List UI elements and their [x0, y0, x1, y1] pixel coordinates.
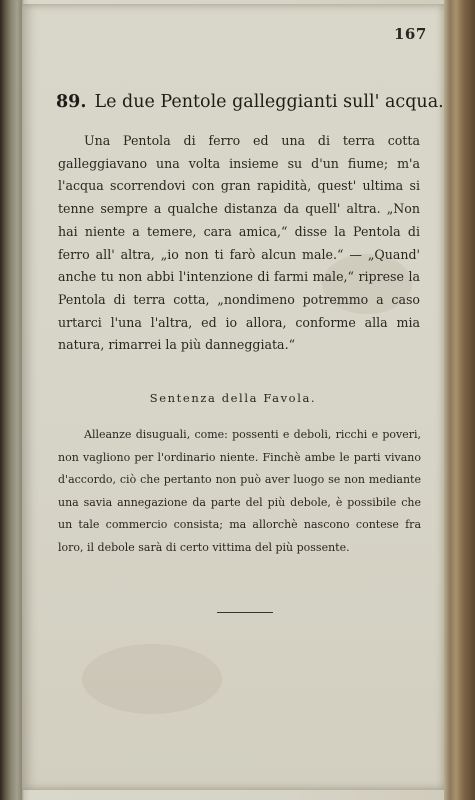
fable-title-text: Le due Pentole galleggianti sull' acqua. — [94, 92, 444, 112]
book-spine-edge — [0, 0, 22, 800]
book-page — [22, 4, 444, 790]
moral-heading: Sentenza della Favola. — [149, 391, 317, 405]
moral-body-paragraph: Alleanze disuguali, come: possenti e deboli, ricchi e poveri, non vagliono per l'ordinario niente. Finchè ambe le parti vivano d'accordo, ciò che pertanto non può aver luogo se non mediante una savia annegazione da parte del più debole, è possibile che un tale commercio consista; ma allorchè nascono contese fra loro, il debole sarà di certo vittima del più possente. — [58, 428, 421, 554]
fable-number: 89. — [56, 92, 87, 112]
fable-title — [56, 92, 444, 112]
page-stack-edge — [444, 0, 475, 800]
end-divider-rule — [217, 612, 273, 613]
fable-body-paragraph: Una Pentola di ferro ed una di terra cotta galleggiavano una volta insieme su d'un fiume; m'a l'acqua scorrendovi con gran rapidità, quest' ultima si tenne sempre a qualche distanza da quell' altra. „Non hai niente a temere, cara amica,“ disse la Pentola di ferro all' altra, „io non ti farò alcun male.“ — „Quand' anche tu non abbi l'intenzione di farmi male,“ riprese la Pentola di terra cotta, „nondimeno potremmo a caso urtarci l'una l'altra, ed io allora, conforme alla mia natura, rimarrei la più danneggiata.“ — [58, 133, 420, 353]
paper-stain — [82, 644, 222, 714]
page-number: 167 — [394, 25, 427, 43]
